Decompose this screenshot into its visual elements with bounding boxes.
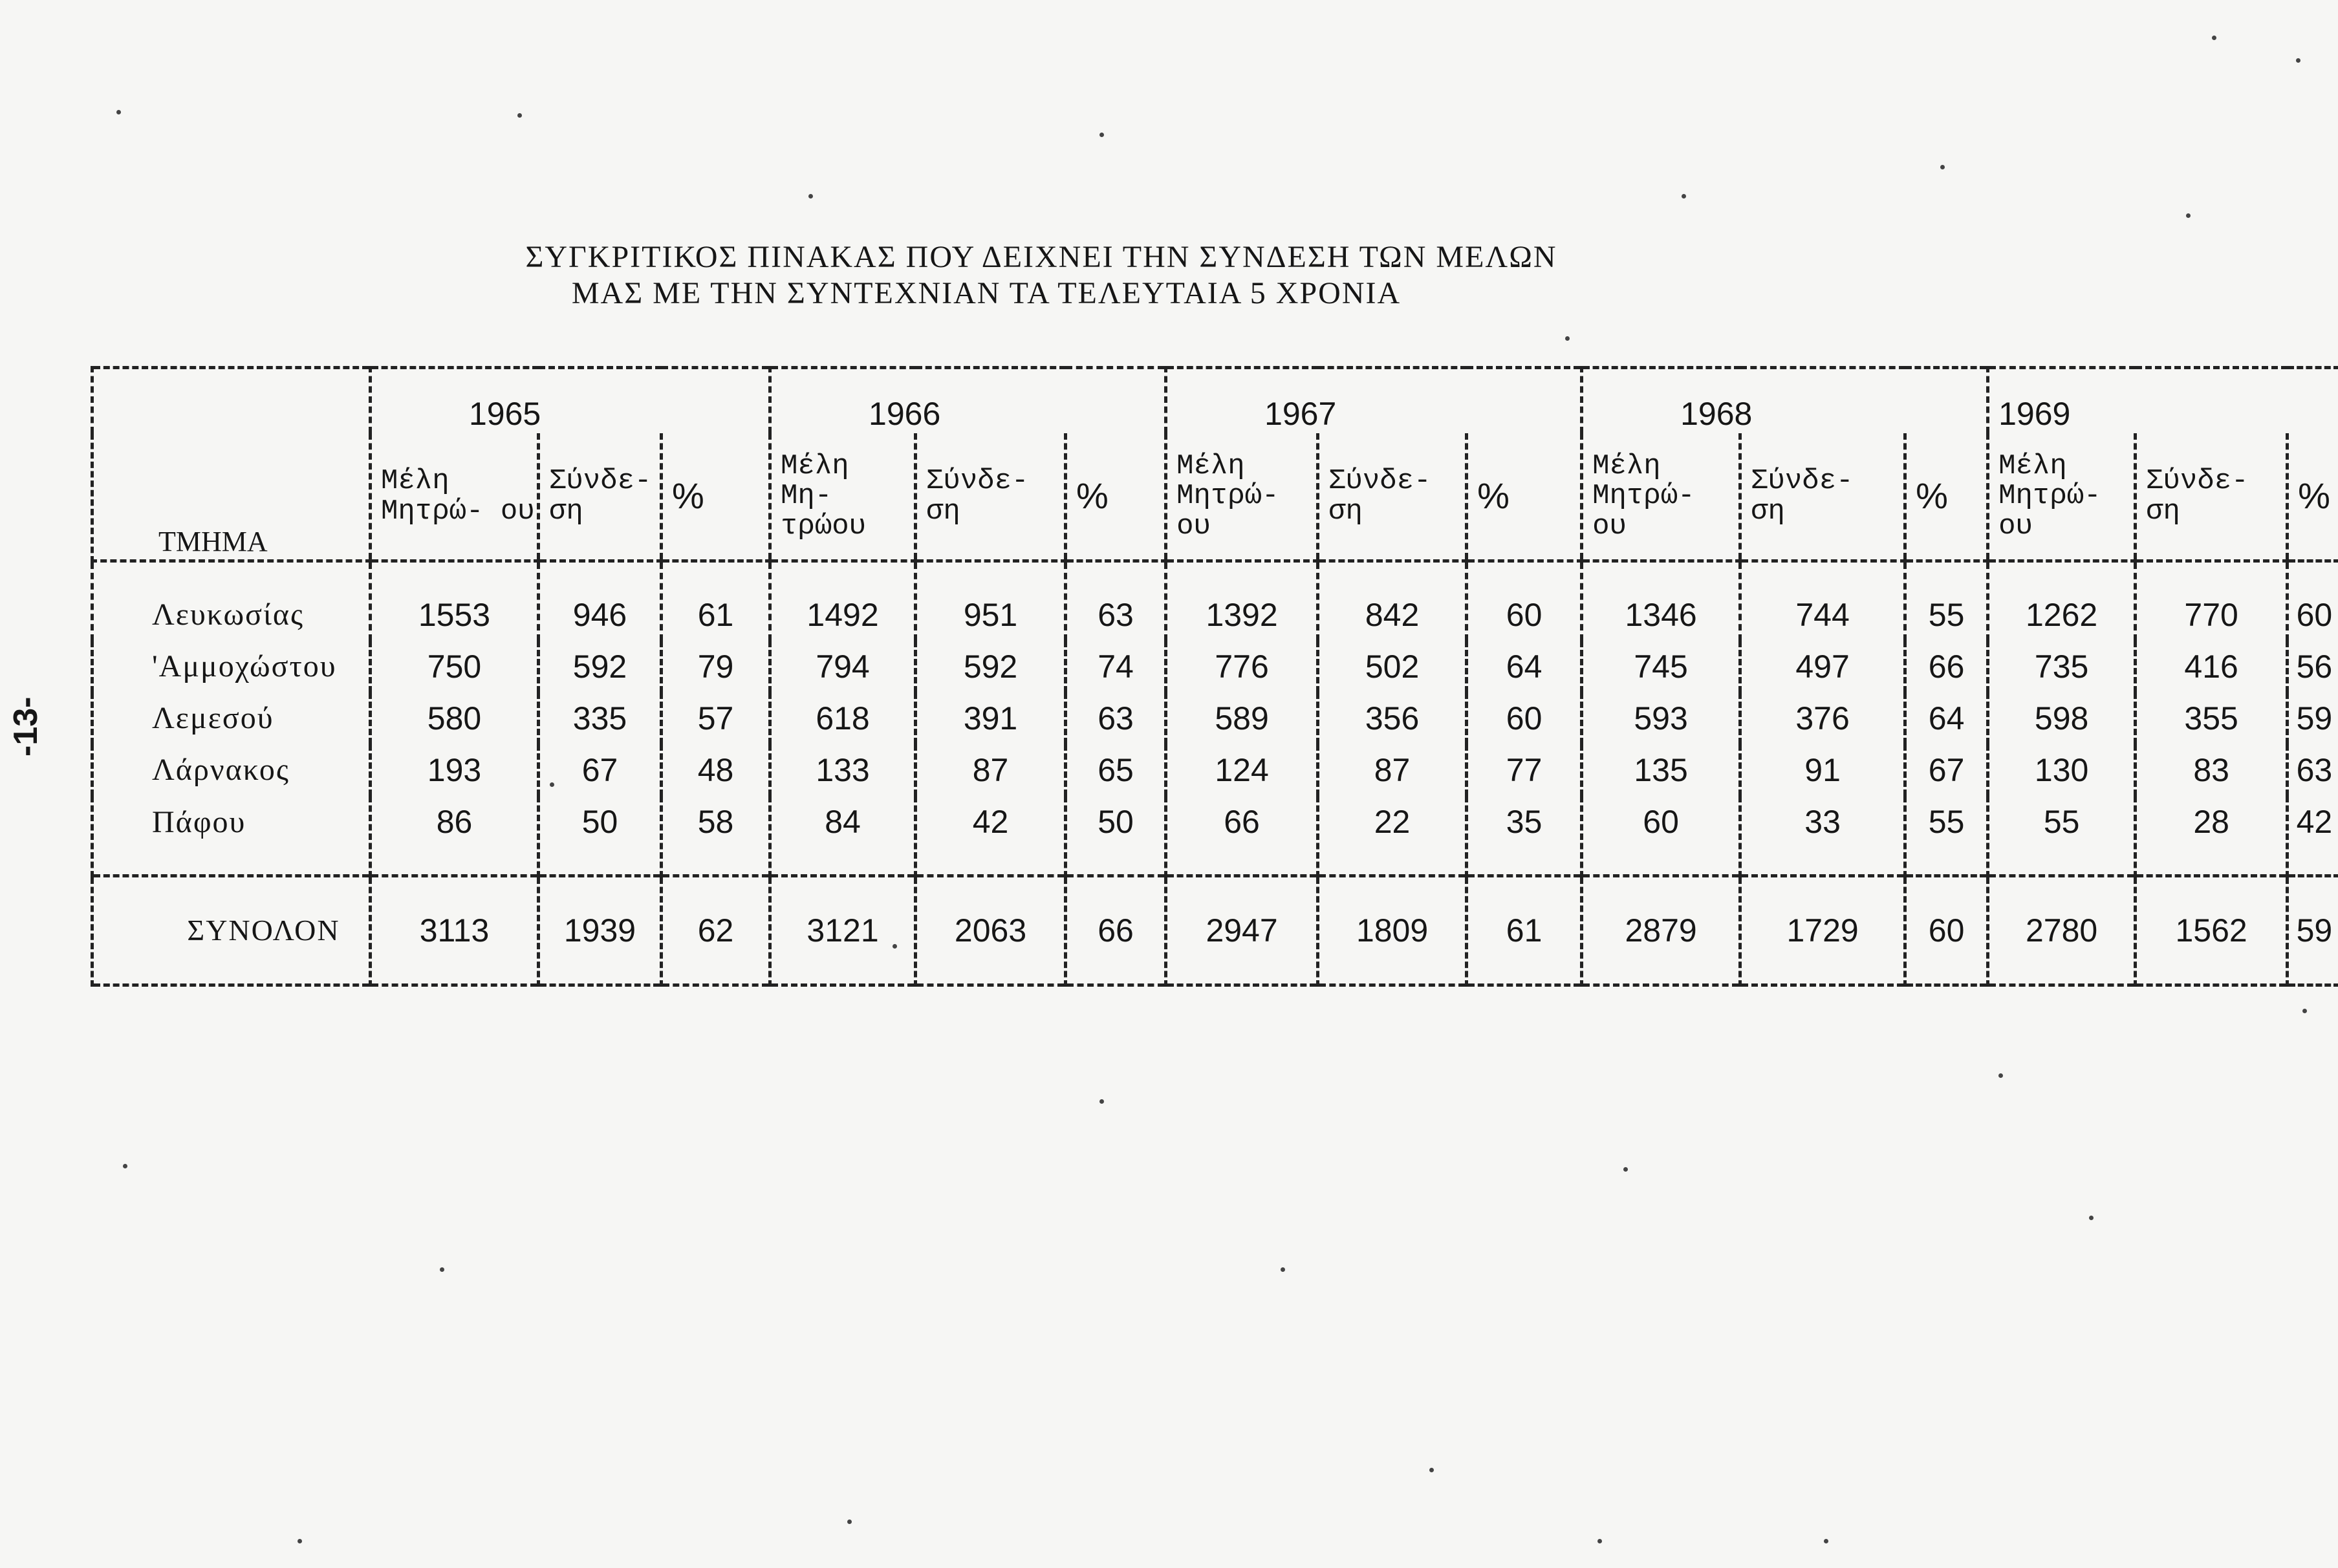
table-cell: 66 bbox=[1905, 641, 1988, 693]
dept-name: 'Αμμοχώστου bbox=[92, 641, 371, 693]
table-cell: 416 bbox=[2136, 641, 2288, 693]
total-cell: 3113 bbox=[371, 875, 539, 985]
speck bbox=[2212, 36, 2216, 40]
members-header: Μέλη Μητρώ- ου bbox=[371, 433, 539, 561]
table-cell: 59 bbox=[2288, 693, 2338, 744]
total-cell: 62 bbox=[662, 875, 770, 985]
title-line-2: ΜΑΣ ΜΕ ΤΗΝ ΣΥΝΤΕΧΝΙΑΝ ΤΑ ΤΕΛΕΥΤΑΙΑ 5 ΧΡΟΝΙΑ bbox=[571, 276, 1402, 310]
percent-header: % bbox=[1066, 433, 1166, 561]
table-cell: 580 bbox=[371, 693, 539, 744]
speck bbox=[2186, 213, 2191, 218]
table-cell: 951 bbox=[916, 561, 1066, 641]
speck bbox=[1940, 165, 1945, 169]
table-cell: 35 bbox=[1467, 796, 1582, 876]
table-cell: 135 bbox=[1582, 744, 1740, 796]
table-cell: 497 bbox=[1740, 641, 1905, 693]
speck bbox=[2302, 1009, 2307, 1013]
table-cell: 735 bbox=[1988, 641, 2136, 693]
year-1968: 1968 bbox=[1582, 368, 1988, 434]
speck bbox=[1429, 1468, 1434, 1472]
table-cell: 42 bbox=[2288, 796, 2338, 876]
speck bbox=[440, 1267, 444, 1272]
table-cell: 77 bbox=[1467, 744, 1582, 796]
speck bbox=[550, 782, 554, 787]
table-cell: 33 bbox=[1740, 796, 1905, 876]
table-cell: 1262 bbox=[1988, 561, 2136, 641]
table-cell: 60 bbox=[1467, 561, 1582, 641]
title-line-1: ΣΥΓΚΡΙΤΙΚΟΣ ΠΙΝΑΚΑΣ ΠΟΥ ΔΕΙΧΝΕΙ ΤΗΝ ΣΥΝΔΕΣΗ ΤΩΝ ΜΕΛΩΝ bbox=[525, 240, 1557, 274]
table-cell: 193 bbox=[371, 744, 539, 796]
total-cell: 2780 bbox=[1988, 875, 2136, 985]
table-cell: 745 bbox=[1582, 641, 1740, 693]
table-cell: 87 bbox=[1318, 744, 1467, 796]
year-header-row bbox=[92, 368, 2338, 434]
table-cell: 598 bbox=[1988, 693, 2136, 744]
table-cell: 391 bbox=[916, 693, 1066, 744]
members-header: Μέλη Μητρώ- ου bbox=[1988, 433, 2136, 561]
table-cell: 50 bbox=[1066, 796, 1166, 876]
table-cell: 50 bbox=[539, 796, 662, 876]
dept-header: ΤΜΗΜΑ bbox=[92, 368, 371, 561]
dept-name: Λευκωσίας bbox=[92, 561, 371, 641]
speck bbox=[2089, 1216, 2094, 1220]
speck bbox=[298, 1539, 302, 1543]
table-cell: 592 bbox=[916, 641, 1066, 693]
table-cell: 376 bbox=[1740, 693, 1905, 744]
dept-name: Λάρνακος bbox=[92, 744, 371, 796]
page-number: -13- bbox=[7, 696, 45, 757]
table-cell: 1346 bbox=[1582, 561, 1740, 641]
table-cell: 63 bbox=[1066, 561, 1166, 641]
table-cell: 66 bbox=[1166, 796, 1318, 876]
table-cell: 60 bbox=[2288, 561, 2338, 641]
percent-header: % bbox=[1467, 433, 1582, 561]
table-cell: 56 bbox=[2288, 641, 2338, 693]
speck bbox=[116, 110, 121, 114]
table-cell: 22 bbox=[1318, 796, 1467, 876]
table-cell: 79 bbox=[662, 641, 770, 693]
table-cell: 1553 bbox=[371, 561, 539, 641]
table-cell: 63 bbox=[2288, 744, 2338, 796]
table-cell: 130 bbox=[1988, 744, 2136, 796]
year-1969: 1969 bbox=[1988, 368, 2338, 434]
table-cell: 60 bbox=[1467, 693, 1582, 744]
connection-header: Σύνδε- ση bbox=[1740, 433, 1905, 561]
speck bbox=[517, 113, 522, 118]
year-1966: 1966 bbox=[770, 368, 1166, 434]
total-cell: 2947 bbox=[1166, 875, 1318, 985]
table-cell: 1492 bbox=[770, 561, 916, 641]
table-cell: 61 bbox=[662, 561, 770, 641]
members-header: Μέλη Μητρώ- ου bbox=[1582, 433, 1740, 561]
total-cell: 1729 bbox=[1740, 875, 1905, 985]
table-cell: 355 bbox=[2136, 693, 2288, 744]
connection-header: Σύνδε- ση bbox=[2136, 433, 2288, 561]
speck bbox=[808, 194, 813, 199]
total-cell: 2063 bbox=[916, 875, 1066, 985]
table-row bbox=[92, 744, 2338, 796]
speck bbox=[1597, 1539, 1602, 1543]
sub-header-row bbox=[92, 433, 2338, 561]
table-cell: 335 bbox=[539, 693, 662, 744]
table-cell: 502 bbox=[1318, 641, 1467, 693]
table-cell: 842 bbox=[1318, 561, 1467, 641]
table-cell: 42 bbox=[916, 796, 1066, 876]
dept-name: Πάφου bbox=[92, 796, 371, 876]
table-cell: 618 bbox=[770, 693, 916, 744]
table-row bbox=[92, 796, 2338, 876]
speck bbox=[1998, 1073, 2003, 1078]
table-cell: 65 bbox=[1066, 744, 1166, 796]
table-row bbox=[92, 693, 2338, 744]
table-cell: 64 bbox=[1905, 693, 1988, 744]
table-cell: 87 bbox=[916, 744, 1066, 796]
dept-name: Λεμεσού bbox=[92, 693, 371, 744]
year-1967: 1967 bbox=[1166, 368, 1582, 434]
total-cell: 2879 bbox=[1582, 875, 1740, 985]
table-cell: 593 bbox=[1582, 693, 1740, 744]
table-cell: 64 bbox=[1467, 641, 1582, 693]
table-cell: 750 bbox=[371, 641, 539, 693]
table-cell: 84 bbox=[770, 796, 916, 876]
table-cell: 83 bbox=[2136, 744, 2288, 796]
speck bbox=[847, 1520, 852, 1524]
total-row bbox=[92, 875, 2338, 985]
table-row bbox=[92, 641, 2338, 693]
total-cell: 3121 bbox=[770, 875, 916, 985]
table-body bbox=[92, 561, 2338, 985]
speck bbox=[1099, 1099, 1104, 1104]
table-cell: 592 bbox=[539, 641, 662, 693]
table-cell: 63 bbox=[1066, 693, 1166, 744]
table-cell: 1392 bbox=[1166, 561, 1318, 641]
year-1965: 1965 bbox=[371, 368, 770, 434]
total-cell: 61 bbox=[1467, 875, 1582, 985]
percent-header: % bbox=[2288, 433, 2338, 561]
speck bbox=[1565, 336, 1570, 341]
table-cell: 57 bbox=[662, 693, 770, 744]
total-cell: 1809 bbox=[1318, 875, 1467, 985]
speck bbox=[1099, 133, 1104, 137]
percent-header: % bbox=[1905, 433, 1988, 561]
table-row bbox=[92, 561, 2338, 641]
speck bbox=[1824, 1539, 1828, 1543]
table-cell: 55 bbox=[1988, 796, 2136, 876]
total-cell: 1939 bbox=[539, 875, 662, 985]
table-cell: 58 bbox=[662, 796, 770, 876]
table-cell: 86 bbox=[371, 796, 539, 876]
table-cell: 744 bbox=[1740, 561, 1905, 641]
table-cell: 55 bbox=[1905, 796, 1988, 876]
table-cell: 48 bbox=[662, 744, 770, 796]
table-cell: 28 bbox=[2136, 796, 2288, 876]
connection-header: Σύνδε- ση bbox=[1318, 433, 1467, 561]
comparison-table bbox=[91, 366, 2338, 987]
table-cell: 776 bbox=[1166, 641, 1318, 693]
table-cell: 770 bbox=[2136, 561, 2288, 641]
table-cell: 356 bbox=[1318, 693, 1467, 744]
table-cell: 67 bbox=[539, 744, 662, 796]
total-cell: 60 bbox=[1905, 875, 1988, 985]
speck bbox=[893, 944, 897, 949]
table-cell: 133 bbox=[770, 744, 916, 796]
speck bbox=[1682, 194, 1686, 199]
speck bbox=[2296, 58, 2300, 63]
table-cell: 74 bbox=[1066, 641, 1166, 693]
total-cell: 66 bbox=[1066, 875, 1166, 985]
speck bbox=[1281, 1267, 1285, 1272]
table-cell: 55 bbox=[1905, 561, 1988, 641]
table-cell: 91 bbox=[1740, 744, 1905, 796]
total-cell: 59 bbox=[2288, 875, 2338, 985]
total-label: ΣΥΝΟΛΟΝ bbox=[92, 875, 371, 985]
table-cell: 60 bbox=[1582, 796, 1740, 876]
speck bbox=[1623, 1167, 1628, 1172]
table-cell: 124 bbox=[1166, 744, 1318, 796]
total-cell: 1562 bbox=[2136, 875, 2288, 985]
speck bbox=[123, 1164, 127, 1168]
table-cell: 589 bbox=[1166, 693, 1318, 744]
members-header: Μέλη Μη- τρώου bbox=[770, 433, 916, 561]
members-header: Μέλη Μητρώ- ου bbox=[1166, 433, 1318, 561]
connection-header: Σύνδε- ση bbox=[916, 433, 1066, 561]
percent-header: % bbox=[662, 433, 770, 561]
table-cell: 794 bbox=[770, 641, 916, 693]
connection-header: Σύνδε- ση bbox=[539, 433, 662, 561]
table-cell: 946 bbox=[539, 561, 662, 641]
table-cell: 67 bbox=[1905, 744, 1988, 796]
